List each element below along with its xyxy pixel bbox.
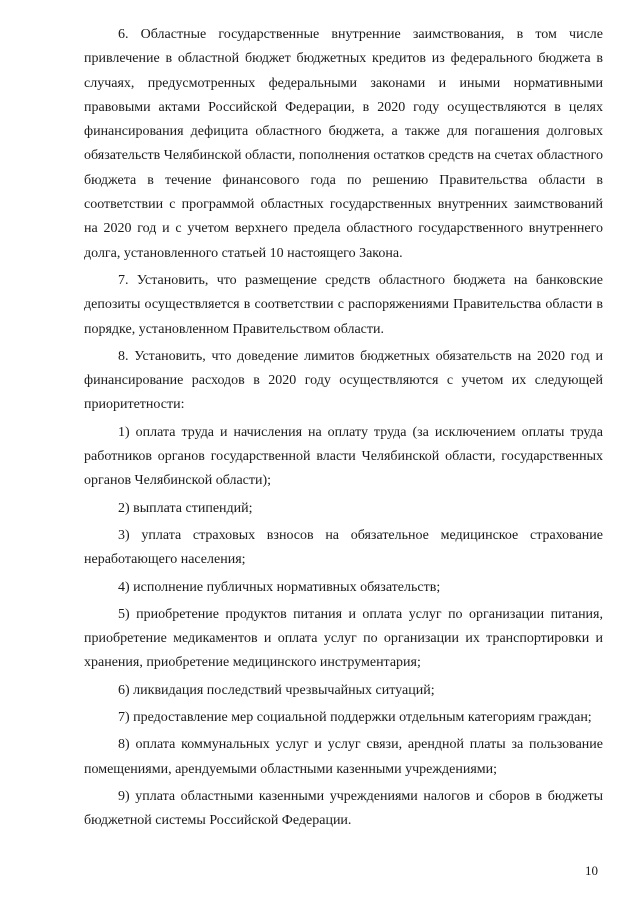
list-item-7: 7) предоставление мер социальной поддержки отдельным категориям граждан; bbox=[118, 710, 592, 726]
list-item-8: 8) оплата коммунальных услуг и услуг связи, арендной платы за пользование помещениями, арендуемыми областными казенными учреждениями; bbox=[84, 737, 603, 777]
page-number: 10 bbox=[585, 863, 598, 878]
paragraph-7-deposits: 7. Установить, что размещение средств областного бюджета на банковские депозиты осуществляется в соответствии с распоряжениями Правительства области в порядке, установленном Правительством области. bbox=[84, 272, 603, 337]
list-item-6: 6) ликвидация последствий чрезвычайных ситуаций; bbox=[118, 682, 435, 698]
paragraph-8-priorities: 8. Установить, что доведение лимитов бюджетных обязательств на 2020 год и финансирование расходов в 2020 году осуществляются с учетом их следующей приоритетности: bbox=[84, 348, 603, 413]
document-body bbox=[84, 23, 603, 837]
list-item-5: 5) приобретение продуктов питания и оплата услуг по организации питания, приобретение медикаментов и оплата услуг по организации их транспортировки и хранения, приобретение медицинского инструментария; bbox=[84, 606, 603, 671]
list-item-1: 1) оплата труда и начисления на оплату труда (за исключением оплаты труда работников органов государственной власти Челябинской области, государственных органов Челябинской области); bbox=[84, 424, 603, 489]
list-item-9: 9) уплата областными казенными учреждениями налогов и сборов в бюджеты бюджетной системы Российской Федерации. bbox=[84, 788, 603, 829]
paragraph-6-borrowings: 6. Областные государственные внутренние заимствования, в том числе привлечение в областной бюджет бюджетных кредитов из федерального бюджета в случаях, предусмотренных федеральными законами и иными нормативными правовыми актами Российской Федерации, в 2020 году осуществляются в целях финансирования дефицита областного бюджета, а также для погашения долговых обязательств Челябинской области, пополнения остатков средств на счетах областного бюджета в течение финансового года по решению Правительства области в соответствии с программой областных государственных внутренних заимствований на 2020 год и с учетом верхнего предела областного государственного внутреннего долга, установленного статьей 10 настоящего Закона. bbox=[84, 27, 603, 261]
list-item-4: 4) исполнение публичных нормативных обязательств; bbox=[118, 579, 441, 595]
list-item-3: 3) уплата страховых взносов на обязательное медицинское страхование неработающего населения; bbox=[84, 527, 603, 568]
list-item-2: 2) выплата стипендий; bbox=[118, 500, 253, 516]
